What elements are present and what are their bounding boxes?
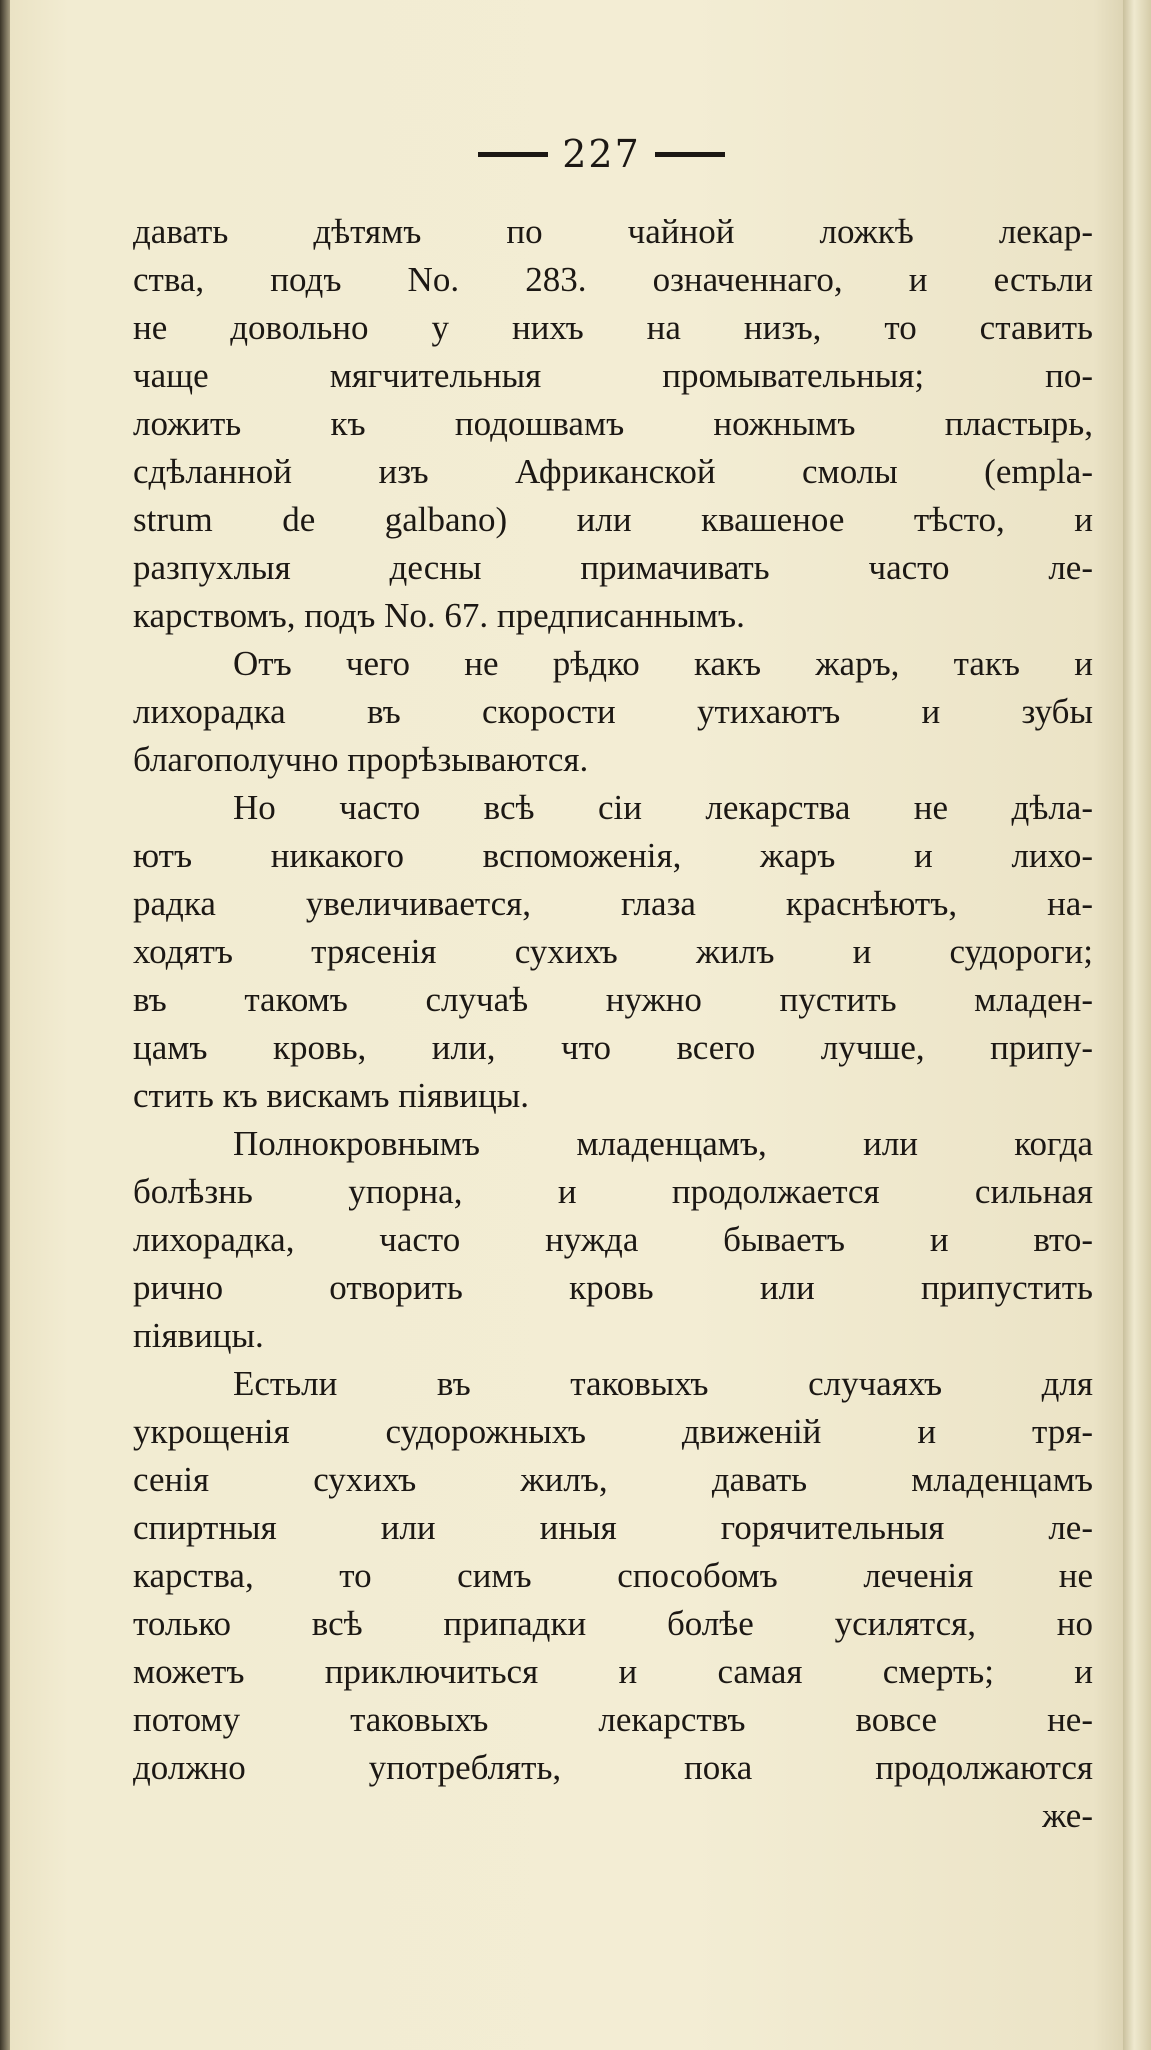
text-line: цамъ кровь, или, что всего лучше, припу- bbox=[133, 1028, 1093, 1067]
text-line: ложить къ подошвамъ ножнымъ пластырь, bbox=[133, 404, 1093, 443]
paragraph-start: Полнокровнымъ младенцамъ, или когда bbox=[233, 1124, 1093, 1163]
text-line: лихорадка, часто нужда бываетъ и вто- bbox=[133, 1220, 1093, 1259]
text-line: сдѣланной изъ Африканской смолы (empla- bbox=[133, 452, 1093, 491]
text-line: рично отворить кровь или припустить bbox=[133, 1268, 1093, 1307]
text-line: въ такомъ случаѣ нужно пустить младен- bbox=[133, 980, 1093, 1019]
text-line: не довольно у нихъ на низъ, то ставить bbox=[133, 308, 1093, 347]
text-line: ютъ никакого вспоможенія, жаръ и лихо- bbox=[133, 836, 1093, 875]
text-line: давать дѣтямъ по чайной ложкѣ лекар- bbox=[133, 212, 1093, 251]
text-line: ства, подъ No. 283. означеннаго, и естьли bbox=[133, 260, 1093, 299]
text-line: потому таковыхъ лекарствъ вовсе не- bbox=[133, 1700, 1093, 1739]
text-line: ходятъ трясенія сухихъ жилъ и судороги; bbox=[133, 932, 1093, 971]
text-line: радка увеличивается, глаза краснѣютъ, на- bbox=[133, 884, 1093, 923]
page-header bbox=[0, 132, 1151, 176]
header-dash-left bbox=[478, 152, 548, 157]
text-line: чаще мягчительныя промывательныя; по- bbox=[133, 356, 1093, 395]
header-dash-right bbox=[655, 152, 725, 157]
paragraph-start: Естьли въ таковыхъ случаяхъ для bbox=[233, 1364, 1093, 1403]
text-line: должно употреблять, пока продолжаются bbox=[133, 1748, 1093, 1787]
catchword: же- bbox=[1042, 1796, 1093, 1835]
text-line: піявицы. bbox=[133, 1316, 264, 1355]
page-body-text bbox=[133, 208, 1093, 1840]
text-line: укрощенія судорожныхъ движеній и тря- bbox=[133, 1412, 1093, 1451]
paragraph-start: Но часто всѣ сіи лекарства не дѣла- bbox=[233, 788, 1093, 827]
text-line: спиртныя или иныя горячительныя ле- bbox=[133, 1508, 1093, 1547]
text-line: карствомъ, подъ No. 67. предписаннымъ. bbox=[133, 596, 745, 635]
text-line: лихорадка въ скорости утихаютъ и зубы bbox=[133, 692, 1093, 731]
text-line: только всѣ припадки болѣе усилятся, но bbox=[133, 1604, 1093, 1643]
text-line: можетъ приключиться и самая смерть; и bbox=[133, 1652, 1093, 1691]
paragraph-start: Отъ чего не рѣдко какъ жаръ, такъ и bbox=[233, 644, 1093, 683]
page-left-edge bbox=[0, 0, 10, 2050]
text-line: карства, то симъ способомъ леченія не bbox=[133, 1556, 1093, 1595]
text-line: strum de galbano) или квашеное тѣсто, и bbox=[133, 500, 1093, 539]
text-line: разпухлыя десны примачивать часто ле- bbox=[133, 548, 1093, 587]
text-line: стить къ вискамъ піявицы. bbox=[133, 1076, 530, 1115]
text-line: сенія сухихъ жилъ, давать младенцамъ bbox=[133, 1460, 1093, 1499]
page-number: 227 bbox=[562, 132, 641, 176]
text-line: болѣзнь упорна, и продолжается сильная bbox=[133, 1172, 1093, 1211]
text-line: благополучно прорѣзываются. bbox=[133, 740, 589, 779]
page-right-edge bbox=[1123, 0, 1151, 2050]
